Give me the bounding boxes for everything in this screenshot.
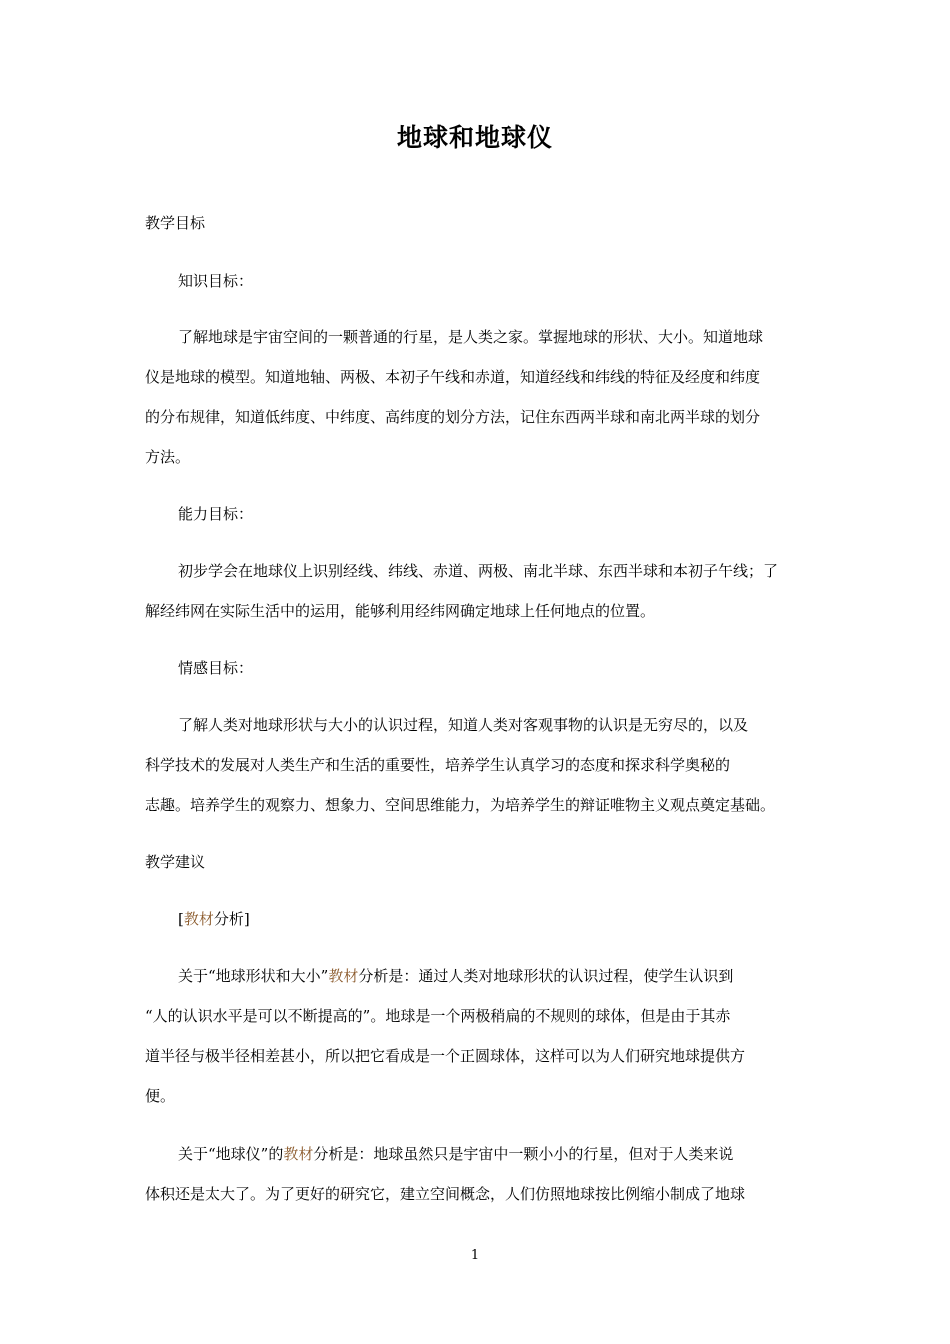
paragraph-line: 仪是地球的模型。知道地轴、两极、本初子午线和赤道，知道经线和纬线的特征及经度和纬度	[145, 368, 761, 386]
paragraph-line: 初步学会在地球仪上识别经线、纬线、赤道、两极、南北半球、东西半球和本初子午线；了	[178, 562, 779, 580]
text-segment: 关于“地球形状和大小”	[178, 967, 329, 985]
paragraph-line: 解经纬网在实际生活中的运用，能够利用经纬网确定地球上任何地点的位置。	[145, 602, 656, 620]
subheading-emotional-goals: 情感目标：	[178, 659, 254, 677]
paragraph-line	[178, 1143, 810, 1165]
text-segment: 分析是：地球虽然只是宇宙中一颗小小的行星，但对于人类来说	[313, 1145, 734, 1163]
paragraph-line: 道半径与极半径相差甚小，所以把它看成是一个正圆球体，这样可以为人们研究地球提供方	[145, 1047, 746, 1065]
text-segment: [	[178, 910, 184, 928]
paragraph-line: 了解地球是宇宙空间的一颗普通的行星，是人类之家。掌握地球的形状、大小。知道地球	[178, 328, 764, 346]
subheading-knowledge-goals: 知识目标：	[178, 272, 254, 290]
text-segment: 分析]	[213, 910, 250, 928]
paragraph-line: 的分布规律，知道低纬度、中纬度、高纬度的划分方法，记住东西两半球和南北两半球的划分	[145, 408, 761, 426]
paragraph-line: 方法。	[145, 448, 191, 466]
highlighted-term: 教材	[283, 1145, 314, 1163]
document-title: 地球和地球仪	[396, 123, 553, 152]
text-segment: 分析是：通过人类对地球形状的认识过程，使学生认识到	[358, 967, 734, 985]
section-heading-teaching-suggestions: 教学建议	[145, 853, 206, 871]
section-heading-teaching-goals: 教学目标	[145, 214, 206, 232]
paragraph-line: 体积还是太大了。为了更好的研究它，建立空间概念，人们仿照地球按比例缩小制成了地球	[145, 1185, 746, 1203]
paragraph-line: “人的认识水平是可以不断提高的”。地球是一个两极稍扁的不规则的球体，但是由于其赤	[145, 1007, 731, 1025]
page-number: 1	[470, 1248, 480, 1263]
highlighted-term: 教材	[328, 967, 359, 985]
paragraph-line: 便。	[145, 1087, 176, 1105]
paragraph-line: 科学技术的发展对人类生产和生活的重要性，培养学生认真学习的态度和探求科学奥秘的	[145, 756, 731, 774]
highlighted-term: 教材	[183, 910, 214, 928]
subheading-textbook-analysis	[178, 908, 810, 930]
paragraph-line: 了解人类对地球形状与大小的认识过程，知道人类对客观事物的认识是无穷尽的，以及	[178, 716, 749, 734]
subheading-ability-goals: 能力目标：	[178, 505, 254, 523]
paragraph-line	[178, 965, 810, 987]
text-segment: 关于“地球仪”的	[178, 1145, 284, 1163]
paragraph-line: 志趣。培养学生的观察力、想象力、空间思维能力，为培养学生的辩证唯物主义观点奠定基础。	[145, 796, 776, 814]
